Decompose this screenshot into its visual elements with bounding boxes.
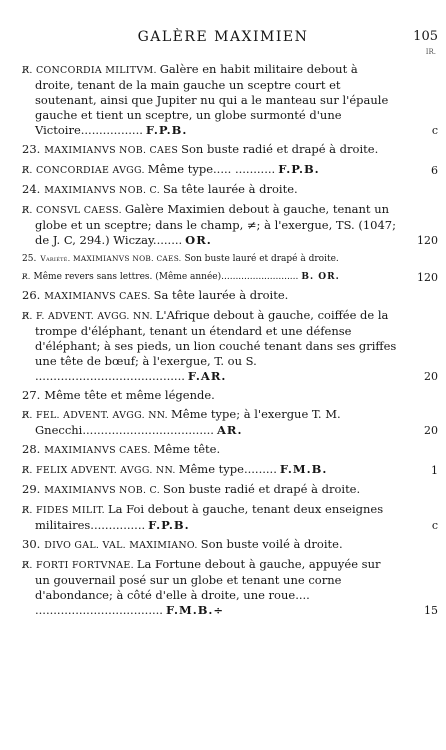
entry-text: Même type......... bbox=[178, 462, 277, 476]
coin-legend: Variété. MAXIMIANVS NOB. CAES. bbox=[40, 254, 182, 263]
coin-legend: DIVO GAL. VAL. MAXIMIANO. bbox=[44, 540, 198, 551]
entry-text: Même type..... ........... bbox=[147, 162, 276, 176]
obverse-entry bbox=[22, 182, 398, 198]
source-metal: F.M.B. bbox=[279, 462, 328, 476]
price-value: 120 bbox=[417, 234, 438, 247]
reverse-entry bbox=[22, 62, 438, 138]
source-metal: F.AR. bbox=[187, 369, 227, 383]
page-number: 105 bbox=[413, 29, 438, 44]
obverse-entry bbox=[22, 482, 398, 498]
reverse-entry bbox=[22, 407, 438, 438]
entry-text: La Foi debout à gauche, tenant deux enseignes militaires............... bbox=[35, 502, 384, 532]
entry-text: L'Afrique debout à gauche, coiffée de la trompe d'éléphant, tenant un étendard et une défense d'éléphant; à ses pieds, un lion couché tenant dans ses griffes une tête de bœuf; à l'exergue, T. ou S. ......................................... bbox=[35, 308, 397, 383]
entry-text: Sa tête laurée à droite. bbox=[153, 288, 289, 302]
entry-text: La Fortune debout à gauche, appuyée sur un gouvernail posé sur un globe et tenant une corne d'abondance; à côté d'elle à droite, une roue.... ................................... bbox=[35, 557, 381, 617]
reverse-entry bbox=[22, 270, 438, 284]
price-value: 1 bbox=[431, 464, 438, 477]
reverse-entry bbox=[22, 557, 438, 618]
entry-text: Même tête. bbox=[153, 442, 221, 456]
obverse-entry bbox=[22, 537, 398, 553]
coin-legend: MAXIMIANVS NOB. C. bbox=[44, 185, 160, 196]
entry-text: Galère Maximien debout à gauche, tenant un globe et un sceptre; dans le champ, ≠; à l'exergue, TS. (1047; de J. C, 294.) Wiczay........ bbox=[35, 202, 396, 247]
coin-legend: MAXIMIANVS CAES. bbox=[44, 291, 151, 302]
source-metal: F.P.B. bbox=[145, 123, 188, 137]
source-metal: B. OR. bbox=[301, 272, 340, 282]
coin-legend: R̸. F. ADVENT. AVGG. NN. bbox=[22, 311, 153, 322]
entry-number: 25. bbox=[22, 254, 37, 264]
coin-legend: MAXIMIANVS CAES. bbox=[44, 445, 151, 456]
entry-number: 29. bbox=[22, 482, 41, 496]
coin-legend: R̸. CONCORDIA MILITVM. bbox=[22, 65, 157, 76]
source-metal: OR. bbox=[185, 233, 212, 247]
source-metal: AR. bbox=[216, 423, 243, 437]
reverse-entry bbox=[22, 308, 438, 384]
coin-legend: R̸. FEL. ADVENT. AVGG. NN. bbox=[22, 410, 168, 421]
source-metal: F.M.B.÷ bbox=[165, 603, 225, 617]
entry-text: Son buste radié et drapé à droite. bbox=[163, 482, 361, 496]
page-header bbox=[0, 29, 446, 56]
coin-legend: R̸. bbox=[22, 272, 31, 281]
entry-text: Même type; à l'exergue T. M. Gnecchi.................................... bbox=[35, 407, 341, 437]
source-metal: F.P.B. bbox=[148, 518, 190, 532]
entry-text: Galère en habit militaire debout à droite, tenant de la main gauche un sceptre court et soutenant, ainsi que Jupiter nu qui a le manteau sur l'épaule gauche et tient un sceptre, un globe surmonté d'une Victoire................. bbox=[35, 62, 389, 137]
entry-text: Son buste lauré et drapé à droite. bbox=[184, 254, 339, 264]
price-value: 20 bbox=[424, 370, 438, 383]
price-value: 6 bbox=[431, 164, 438, 177]
obverse-entry bbox=[22, 288, 398, 304]
obverse-entry bbox=[22, 252, 398, 266]
entry-text: Son buste radié et drapé à droite. bbox=[181, 142, 379, 156]
obverse-entry bbox=[22, 388, 398, 403]
price-value: c bbox=[431, 519, 438, 532]
coin-legend: MAXIMIANVS NOB. C. bbox=[44, 485, 160, 496]
entry-text: Même tête et même légende. bbox=[44, 388, 215, 402]
entry-number: 24. bbox=[22, 182, 41, 196]
reverse-entry bbox=[22, 202, 438, 248]
entry-text: Même revers sans lettres. (Même année)........................... bbox=[33, 272, 299, 282]
reverse-entry bbox=[22, 462, 438, 478]
entry-text: Son buste voilé à droite. bbox=[200, 537, 343, 551]
running-title: GALÈRE MAXIMIEN bbox=[137, 29, 309, 45]
entry-number: 27. bbox=[22, 388, 41, 402]
coin-legend: MAXIMIANVS NOB. CAES bbox=[44, 145, 179, 156]
coin-legend: R̸. FORTI FORTVNAE. bbox=[22, 560, 134, 571]
coin-legend: R̸. FIDES MILIT. bbox=[22, 505, 105, 516]
catalogue-entries bbox=[22, 62, 438, 622]
obverse-entry bbox=[22, 442, 398, 458]
coin-legend: R̸. FELIX ADVENT. AVGG. NN. bbox=[22, 465, 176, 476]
entry-number: 30. bbox=[22, 537, 41, 551]
price-value: 15 bbox=[424, 604, 438, 617]
reverse-entry bbox=[22, 502, 438, 533]
reverse-entry bbox=[22, 162, 438, 178]
obverse-entry bbox=[22, 142, 398, 158]
price-value: 20 bbox=[424, 424, 438, 437]
entry-number: 28. bbox=[22, 442, 41, 456]
entry-number: 23. bbox=[22, 142, 41, 156]
coin-legend: R̸. CONCORDIAE AVGG. bbox=[22, 165, 145, 176]
entry-text: Sa tête laurée à droite. bbox=[163, 182, 298, 196]
price-value: 120 bbox=[417, 271, 438, 284]
price-value: c bbox=[431, 124, 438, 137]
entry-number: 26. bbox=[22, 288, 41, 302]
signature-mark: IR. bbox=[425, 48, 436, 56]
source-metal: F.P.B. bbox=[278, 162, 320, 176]
coin-legend: R̸. CONSVL CAESS. bbox=[22, 205, 122, 216]
